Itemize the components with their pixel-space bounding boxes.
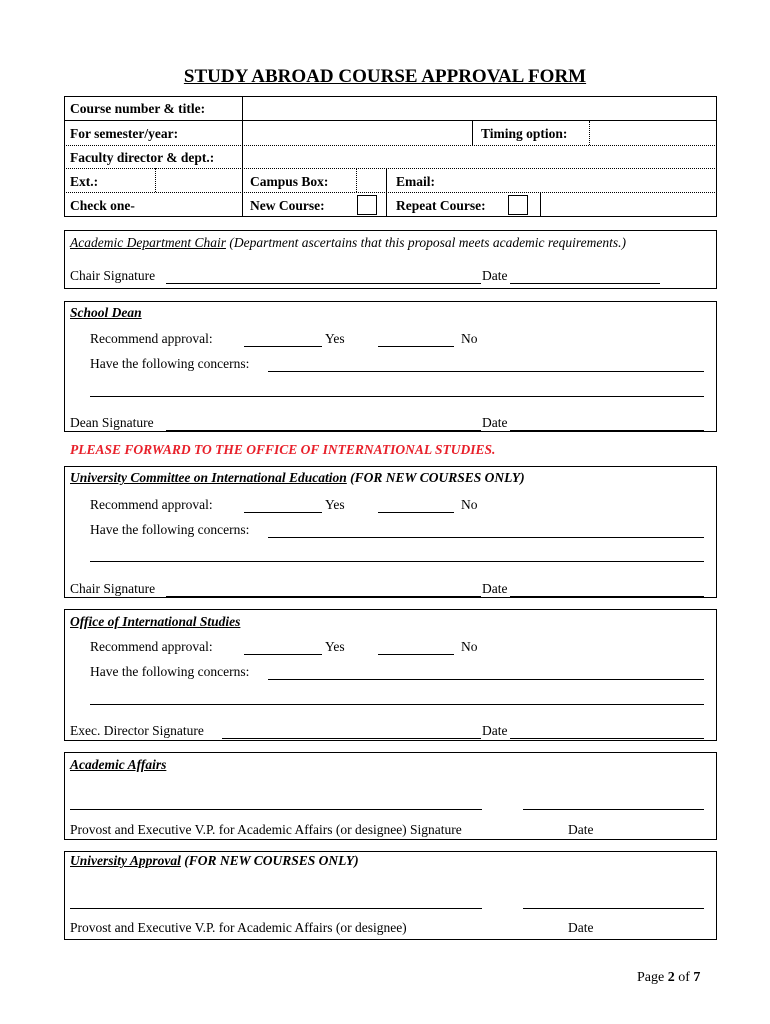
course-number-title-field[interactable] [246, 98, 714, 118]
ois-yes-label: Yes [325, 639, 345, 654]
repeat-course-checkbox[interactable] [508, 195, 528, 215]
ext-label: Ext.: [70, 174, 99, 189]
chair-date-field[interactable] [510, 283, 660, 284]
ext-field[interactable] [158, 170, 240, 190]
chair-signature-field[interactable] [166, 283, 481, 284]
ois-signature-field[interactable] [222, 738, 481, 739]
committee-signature-field[interactable] [166, 596, 481, 597]
ois-signature-label: Exec. Director Signature [70, 723, 204, 738]
dean-signature-label: Dean Signature [70, 415, 154, 430]
dean-yes-field[interactable] [244, 346, 322, 347]
dean-date-field[interactable] [510, 430, 704, 431]
dean-section-heading: School Dean [70, 305, 142, 320]
academic-affairs-heading: Academic Affairs [70, 757, 167, 772]
campus-box-label: Campus Box: [250, 174, 329, 189]
campus-box-field[interactable] [359, 170, 384, 190]
university-approval-heading: University Approval (FOR NEW COURSES ONLY) [70, 853, 359, 868]
committee-section-heading: University Committee on International Education (FOR NEW COURSES ONLY) [70, 470, 525, 485]
committee-concerns-field[interactable] [268, 537, 704, 538]
dean-no-field[interactable] [378, 346, 454, 347]
committee-yes-label: Yes [325, 497, 345, 512]
ois-no-field[interactable] [378, 654, 454, 655]
committee-date-field[interactable] [510, 596, 704, 597]
dean-concerns-field-line2[interactable] [90, 396, 704, 397]
faculty-director-field[interactable] [246, 147, 714, 167]
semester-year-field[interactable] [246, 122, 468, 142]
ois-no-label: No [461, 639, 478, 654]
chair-section-heading: Academic Department Chair (Department ascertains that this proposal meets academic requirements.) [70, 235, 627, 250]
committee-date-label: Date [482, 581, 508, 596]
dean-recommend-label: Recommend approval: [90, 331, 213, 346]
university-approval-date-label: Date [568, 920, 594, 935]
email-label: Email: [396, 174, 435, 189]
committee-concerns-label: Have the following concerns: [90, 522, 250, 537]
committee-recommend-label: Recommend approval: [90, 497, 213, 512]
form-title: STUDY ABROAD COURSE APPROVAL FORM [183, 66, 587, 87]
chair-signature-label: Chair Signature [70, 268, 156, 283]
check-one-label: Check one- [70, 198, 135, 213]
ois-concerns-label: Have the following concerns: [90, 664, 250, 679]
committee-yes-field[interactable] [244, 512, 322, 513]
academic-affairs-signature-caption: Provost and Executive V.P. for Academic Affairs (or designee) Signature [70, 822, 462, 837]
committee-signature-label: Chair Signature [70, 581, 156, 596]
committee-no-label: No [461, 497, 478, 512]
ois-concerns-field[interactable] [268, 679, 704, 680]
ois-section-heading: Office of International Studies [70, 614, 241, 629]
committee-no-field[interactable] [378, 512, 454, 513]
dean-signature-field[interactable] [166, 430, 481, 431]
dean-concerns-label: Have the following concerns: [90, 356, 250, 371]
dean-date-label: Date [482, 415, 508, 430]
email-field[interactable] [446, 170, 714, 190]
new-course-checkbox[interactable] [357, 195, 377, 215]
dean-yes-label: Yes [325, 331, 345, 346]
ois-concerns-field-line2[interactable] [90, 704, 704, 705]
faculty-director-label: Faculty director & dept.: [70, 150, 215, 165]
timing-option-field[interactable] [592, 122, 714, 142]
course-number-title-label: Course number & title: [70, 101, 206, 116]
dean-concerns-field[interactable] [268, 371, 704, 372]
semester-year-label: For semester/year: [70, 126, 179, 141]
dean-no-label: No [461, 331, 478, 346]
university-approval-signature-field[interactable] [70, 908, 482, 909]
forward-notice: PLEASE FORWARD TO THE OFFICE OF INTERNATIONAL STUDIES. [70, 442, 496, 457]
repeat-course-label: Repeat Course: [396, 198, 486, 213]
committee-concerns-field-line2[interactable] [90, 561, 704, 562]
timing-option-label: Timing option: [481, 126, 568, 141]
new-course-label: New Course: [250, 198, 325, 213]
page-number: Page 2 of 7 [637, 970, 701, 985]
ois-date-field[interactable] [510, 738, 704, 739]
academic-affairs-date-field[interactable] [523, 809, 704, 810]
chair-date-label: Date [482, 268, 508, 283]
academic-affairs-date-label: Date [568, 822, 594, 837]
academic-affairs-signature-field[interactable] [70, 809, 482, 810]
ois-recommend-label: Recommend approval: [90, 639, 213, 654]
university-approval-date-field[interactable] [523, 908, 704, 909]
ois-date-label: Date [482, 723, 508, 738]
ois-yes-field[interactable] [244, 654, 322, 655]
university-approval-signature-caption: Provost and Executive V.P. for Academic Affairs (or designee) [70, 920, 407, 935]
